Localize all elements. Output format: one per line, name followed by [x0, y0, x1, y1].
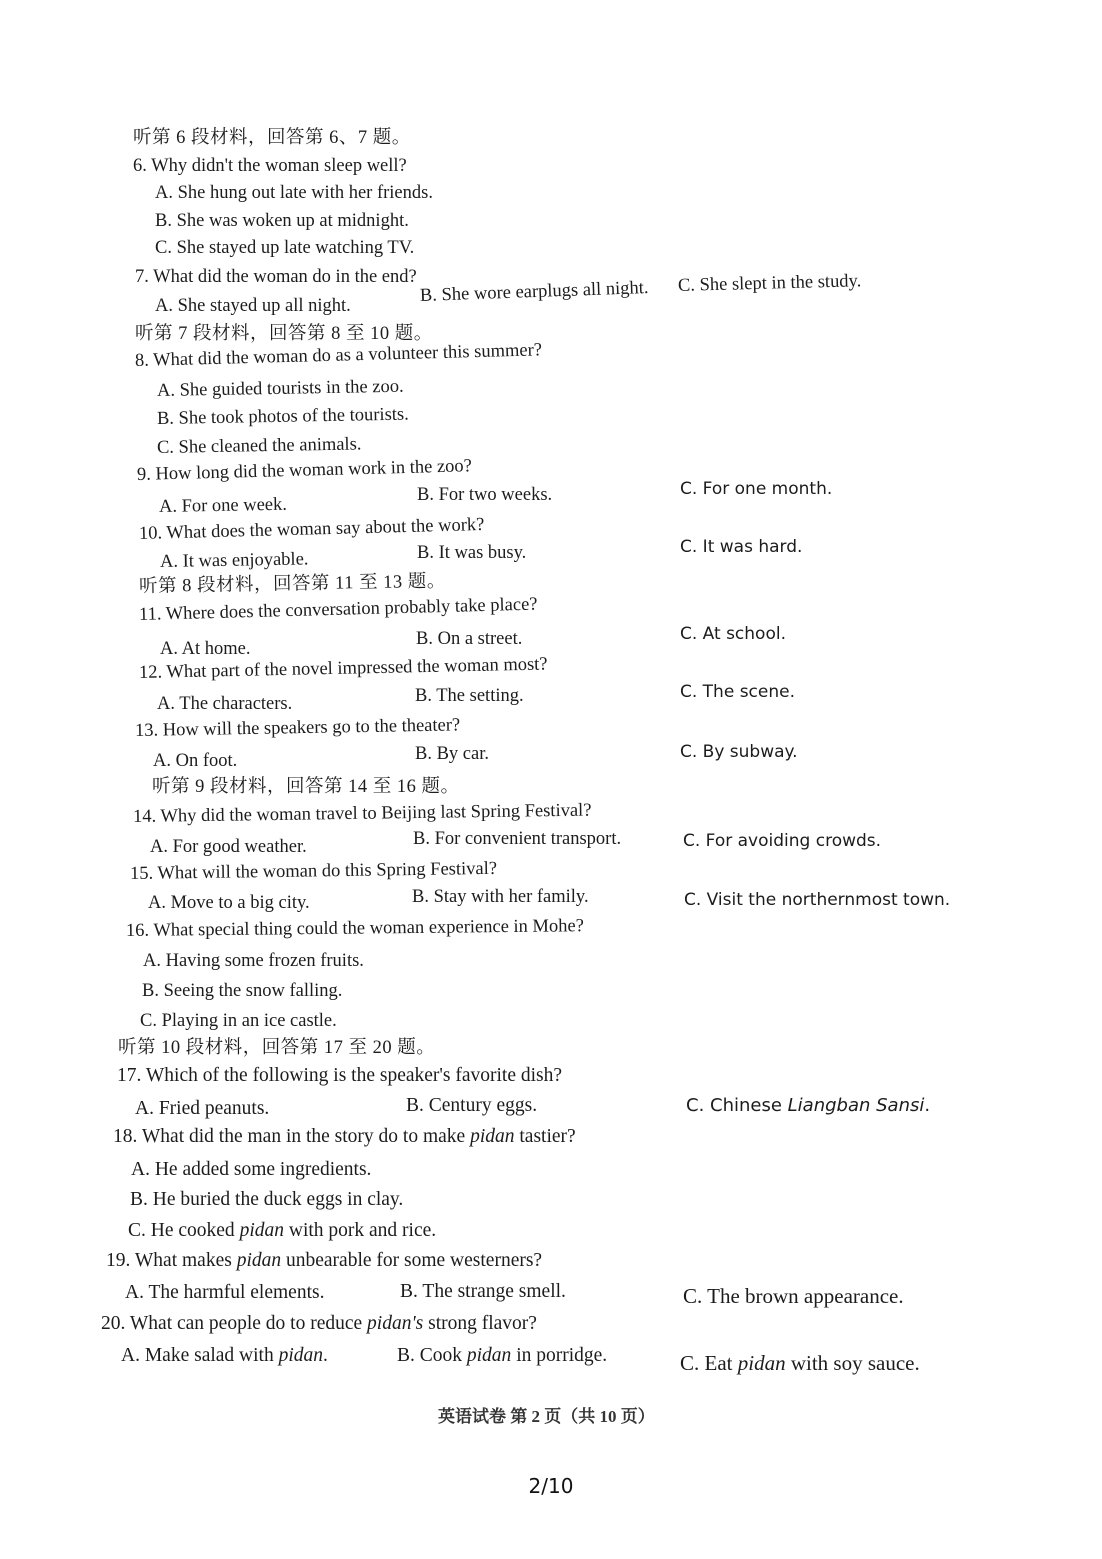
q9-option-b: B. For two weeks.: [417, 485, 553, 505]
q19-stem-post: unbearable for some westerners?: [281, 1250, 543, 1271]
q11-option-b: B. On a street.: [416, 629, 523, 649]
q20-option-c-pre: C. Eat: [680, 1351, 738, 1375]
q18-option-c-post: with pork and rice.: [283, 1220, 437, 1241]
q19-option-b: B. The strange smell.: [400, 1281, 566, 1302]
q17-option-c-pre: C. Chinese: [686, 1095, 788, 1116]
q19-stem: [106, 1250, 542, 1272]
q20-stem-pre: 20. What can people do to reduce: [101, 1313, 368, 1334]
q18-option-a: A. He added some ingredients.: [131, 1159, 372, 1180]
q8-option-c: C. She cleaned the animals.: [156, 434, 362, 458]
q20-option-a: [121, 1345, 328, 1367]
q6-option-b: B. She was woken up at midnight.: [155, 211, 409, 231]
page-number: 2/10: [528, 1474, 574, 1498]
q16-stem: 16. What special thing could the woman experience in Mohe?: [125, 916, 584, 941]
q20-option-a-italic: pidan: [278, 1345, 324, 1366]
q6-option-c: C. She stayed up late watching TV.: [155, 238, 415, 258]
q11-option-c: C. At school.: [680, 624, 786, 644]
q9-option-c: C. For one month.: [680, 479, 833, 499]
q10-option-c: C. It was hard.: [680, 537, 803, 557]
q18-option-b: B. He buried the duck eggs in clay.: [130, 1189, 404, 1210]
q19-stem-pre: 19. What makes: [106, 1250, 237, 1271]
section-9-heading: 听第 9 段材料，回答第 14 至 16 题。: [152, 777, 460, 797]
q11-stem: 11. Where does the conversation probably take place?: [138, 594, 538, 625]
q13-option-c: C. By subway.: [680, 742, 798, 762]
q20-option-b-italic: pidan: [466, 1345, 512, 1366]
page-footer: 英语试卷 第 2 页（共 10 页）: [438, 1407, 655, 1426]
q19-option-a: A. The harmful elements.: [125, 1282, 325, 1303]
q20-stem-post: strong flavor?: [423, 1313, 537, 1334]
q7-option-c: C. She slept in the study.: [677, 271, 862, 296]
section-8-heading: 听第 8 段材料，回答第 11 至 13 题。: [138, 571, 446, 597]
q14-option-b: B. For convenient transport.: [413, 829, 622, 849]
q20-option-b-pre: B. Cook: [397, 1345, 467, 1366]
q17-option-c-italic: Liangban Sansi: [787, 1095, 925, 1116]
q11-option-a: A. At home.: [160, 639, 251, 659]
q12-stem: 12. What part of the novel impressed the woman most?: [138, 654, 548, 683]
q18-option-c: [128, 1220, 436, 1242]
q13-stem: 13. How will the speakers go to the theater?: [134, 715, 461, 741]
q8-option-a: A. She guided tourists in the zoo.: [156, 376, 404, 401]
q15-option-b: B. Stay with her family.: [412, 887, 589, 907]
q17-option-c-post: .: [924, 1095, 931, 1116]
q16-option-b: B. Seeing the snow falling.: [142, 981, 343, 1001]
section-6-heading: 听第 6 段材料，回答第 6、7 题。: [133, 128, 411, 148]
q17-option-c: [686, 1095, 930, 1117]
q10-stem: 10. What does the woman say about the work?: [138, 514, 485, 544]
q7-option-b: B. She wore earplugs all night.: [419, 278, 649, 306]
q6-stem: 6. Why didn't the woman sleep well?: [133, 156, 407, 176]
q18-stem-post: tastier?: [514, 1126, 576, 1147]
q12-option-b: B. The setting.: [415, 686, 524, 706]
q20-option-a-pre: A. Make salad with: [121, 1345, 279, 1366]
q16-option-a: A. Having some frozen fruits.: [143, 951, 364, 971]
q12-option-c: C. The scene.: [680, 682, 795, 702]
section-7-heading: 听第 7 段材料，回答第 8 至 10 题。: [135, 324, 433, 344]
q20-option-c-post: with soy sauce.: [785, 1351, 920, 1375]
q14-stem: 14. Why did the woman travel to Beijing last Spring Festival?: [132, 800, 592, 827]
q15-stem: 15. What will the woman do this Spring Festival?: [129, 858, 498, 884]
q19-option-c: C. The brown appearance.: [683, 1284, 904, 1308]
q19-stem-italic: pidan: [236, 1250, 282, 1271]
q14-option-c: C. For avoiding crowds.: [683, 831, 882, 851]
q18-stem-pre: 18. What did the man in the story do to make: [113, 1126, 471, 1147]
q15-option-c: C. Visit the northernmost town.: [684, 890, 951, 910]
q13-option-a: A. On foot.: [153, 751, 238, 771]
q20-option-b: [397, 1345, 607, 1367]
q20-stem-italic: pidan's: [367, 1313, 424, 1334]
q20-option-c-italic: pidan: [737, 1351, 786, 1375]
q8-option-b: B. She took photos of the tourists.: [156, 404, 409, 429]
q7-stem: 7. What did the woman do in the end?: [135, 267, 417, 287]
q8-stem: 8. What did the woman do as a volunteer this summer?: [134, 340, 543, 371]
q20-option-a-post: .: [323, 1345, 328, 1366]
q16-option-c: C. Playing in an ice castle.: [140, 1011, 337, 1031]
q18-option-c-italic: pidan: [239, 1220, 284, 1241]
q18-stem: [113, 1126, 576, 1148]
q7-option-a: A. She stayed up all night.: [155, 296, 351, 316]
q15-option-a: A. Move to a big city.: [148, 893, 310, 913]
q17-option-a: A. Fried peanuts.: [135, 1098, 270, 1119]
q13-option-b: B. By car.: [415, 744, 489, 764]
q17-option-b: B. Century eggs.: [406, 1095, 538, 1116]
q9-option-a: A. For one week.: [158, 494, 288, 517]
q12-option-a: A. The characters.: [157, 694, 293, 714]
q10-option-a: A. It was enjoyable.: [159, 549, 309, 572]
section-10-heading: 听第 10 段材料，回答第 17 至 20 题。: [118, 1038, 436, 1058]
q14-option-a: A. For good weather.: [150, 837, 307, 857]
q6-option-a: A. She hung out late with her friends.: [155, 183, 433, 203]
q20-option-b-post: in porridge.: [511, 1345, 608, 1366]
q20-option-c: [680, 1352, 920, 1374]
q10-option-b: B. It was busy.: [417, 543, 527, 563]
q20-stem: [101, 1313, 537, 1335]
q9-stem: 9. How long did the woman work in the zoo?: [136, 456, 473, 485]
q18-option-c-pre: C. He cooked: [128, 1220, 240, 1241]
q18-stem-italic: pidan: [470, 1126, 515, 1147]
q17-stem: 17. Which of the following is the speaker's favorite dish?: [117, 1065, 563, 1086]
